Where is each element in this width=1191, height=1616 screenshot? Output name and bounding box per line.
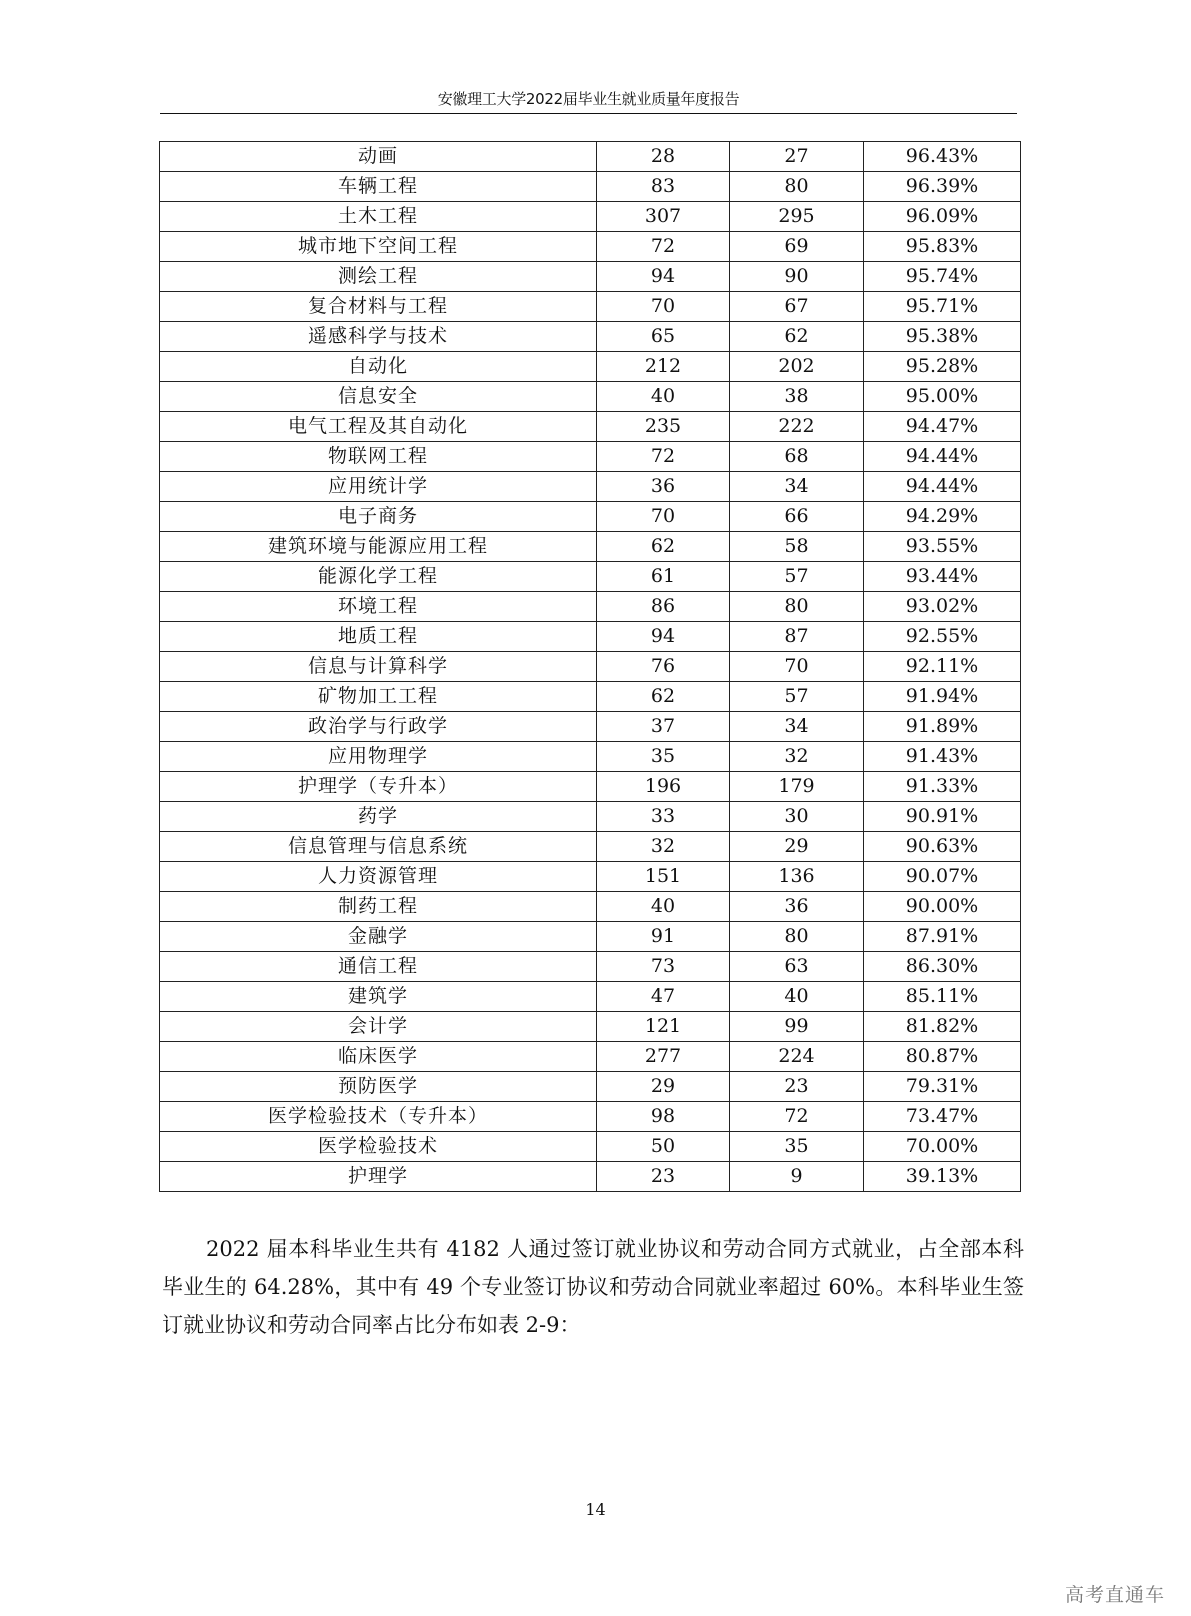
cell-major: 护理学 (160, 1162, 597, 1192)
cell-employed: 30 (730, 802, 864, 832)
cell-employment-rate: 90.63% (864, 832, 1021, 862)
cell-graduates: 94 (597, 622, 730, 652)
header-rule (160, 113, 1017, 114)
table-row (160, 1042, 1021, 1072)
cell-major: 政治学与行政学 (160, 712, 597, 742)
table-row (160, 232, 1021, 262)
cell-graduates: 37 (597, 712, 730, 742)
cell-employed: 40 (730, 982, 864, 1012)
cell-employed: 80 (730, 172, 864, 202)
cell-graduates: 40 (597, 892, 730, 922)
cell-employed: 34 (730, 472, 864, 502)
table-row (160, 532, 1021, 562)
cell-employment-rate: 86.30% (864, 952, 1021, 982)
cell-major: 信息管理与信息系统 (160, 832, 597, 862)
cell-employment-rate: 94.47% (864, 412, 1021, 442)
body-paragraph: 2022 届本科毕业生共有 4182 人通过签订就业协议和劳动合同方式就业，占全部本科毕业生的 64.28%，其中有 49 个专业签订协议和劳动合同就业率超过 60%。本科毕业生签订就业协议和劳动合同率占比分布如表 2-9： (162, 1237, 1024, 1337)
cell-major: 会计学 (160, 1012, 597, 1042)
cell-major: 应用统计学 (160, 472, 597, 502)
table-row (160, 712, 1021, 742)
cell-employment-rate: 95.74% (864, 262, 1021, 292)
table-row (160, 1132, 1021, 1162)
cell-major: 药学 (160, 802, 597, 832)
cell-graduates: 50 (597, 1132, 730, 1162)
cell-employment-rate: 95.00% (864, 382, 1021, 412)
cell-employed: 32 (730, 742, 864, 772)
cell-employment-rate: 81.82% (864, 1012, 1021, 1042)
cell-graduates: 235 (597, 412, 730, 442)
cell-major: 电气工程及其自动化 (160, 412, 597, 442)
cell-employment-rate: 93.44% (864, 562, 1021, 592)
cell-employment-rate: 96.43% (864, 142, 1021, 172)
page-header-title: 安徽理工大学2022届毕业生就业质量年度报告 (437, 90, 740, 108)
table-row (160, 622, 1021, 652)
table-row (160, 1012, 1021, 1042)
cell-employment-rate: 85.11% (864, 982, 1021, 1012)
cell-major: 土木工程 (160, 202, 597, 232)
cell-major: 自动化 (160, 352, 597, 382)
cell-employment-rate: 93.55% (864, 532, 1021, 562)
cell-employment-rate: 70.00% (864, 1132, 1021, 1162)
table-row (160, 562, 1021, 592)
cell-major: 矿物加工工程 (160, 682, 597, 712)
cell-graduates: 76 (597, 652, 730, 682)
table-row (160, 502, 1021, 532)
cell-graduates: 73 (597, 952, 730, 982)
cell-employment-rate: 79.31% (864, 1072, 1021, 1102)
cell-employed: 69 (730, 232, 864, 262)
cell-employed: 202 (730, 352, 864, 382)
cell-major: 能源化学工程 (160, 562, 597, 592)
cell-employment-rate: 95.38% (864, 322, 1021, 352)
cell-employed: 58 (730, 532, 864, 562)
table-row (160, 142, 1021, 172)
cell-employed: 9 (730, 1162, 864, 1192)
cell-major: 人力资源管理 (160, 862, 597, 892)
cell-graduates: 86 (597, 592, 730, 622)
table-row (160, 682, 1021, 712)
cell-major: 建筑环境与能源应用工程 (160, 532, 597, 562)
cell-major: 医学检验技术（专升本） (160, 1102, 597, 1132)
cell-graduates: 277 (597, 1042, 730, 1072)
cell-major: 电子商务 (160, 502, 597, 532)
cell-employment-rate: 91.43% (864, 742, 1021, 772)
cell-major: 动画 (160, 142, 597, 172)
table-body (160, 142, 1021, 1192)
cell-graduates: 98 (597, 1102, 730, 1132)
cell-major: 临床医学 (160, 1042, 597, 1072)
cell-graduates: 23 (597, 1162, 730, 1192)
cell-major: 地质工程 (160, 622, 597, 652)
cell-graduates: 72 (597, 442, 730, 472)
cell-major: 护理学（专升本） (160, 772, 597, 802)
cell-employed: 68 (730, 442, 864, 472)
table-row (160, 592, 1021, 622)
cell-employed: 70 (730, 652, 864, 682)
cell-major: 制药工程 (160, 892, 597, 922)
cell-employed: 87 (730, 622, 864, 652)
cell-employment-rate: 95.28% (864, 352, 1021, 382)
cell-major: 测绘工程 (160, 262, 597, 292)
cell-graduates: 212 (597, 352, 730, 382)
cell-employed: 35 (730, 1132, 864, 1162)
cell-graduates: 62 (597, 682, 730, 712)
table-row (160, 262, 1021, 292)
cell-employment-rate: 91.94% (864, 682, 1021, 712)
table-row (160, 652, 1021, 682)
cell-employment-rate: 73.47% (864, 1102, 1021, 1132)
cell-graduates: 121 (597, 1012, 730, 1042)
cell-graduates: 196 (597, 772, 730, 802)
watermark-text: 高考直通车 (1064, 1584, 1165, 1606)
cell-employed: 57 (730, 562, 864, 592)
cell-employed: 57 (730, 682, 864, 712)
cell-major: 金融学 (160, 922, 597, 952)
cell-major: 通信工程 (160, 952, 597, 982)
cell-graduates: 28 (597, 142, 730, 172)
cell-employment-rate: 39.13% (864, 1162, 1021, 1192)
cell-graduates: 62 (597, 532, 730, 562)
cell-employed: 80 (730, 592, 864, 622)
cell-major: 信息与计算科学 (160, 652, 597, 682)
cell-employment-rate: 90.00% (864, 892, 1021, 922)
cell-major: 城市地下空间工程 (160, 232, 597, 262)
cell-employed: 179 (730, 772, 864, 802)
cell-graduates: 91 (597, 922, 730, 952)
cell-employed: 295 (730, 202, 864, 232)
cell-employment-rate: 91.33% (864, 772, 1021, 802)
cell-major: 物联网工程 (160, 442, 597, 472)
cell-graduates: 36 (597, 472, 730, 502)
table-row (160, 352, 1021, 382)
cell-graduates: 40 (597, 382, 730, 412)
cell-employment-rate: 90.91% (864, 802, 1021, 832)
cell-graduates: 151 (597, 862, 730, 892)
cell-graduates: 65 (597, 322, 730, 352)
cell-major: 车辆工程 (160, 172, 597, 202)
cell-major: 遥感科学与技术 (160, 322, 597, 352)
cell-major: 预防医学 (160, 1072, 597, 1102)
cell-employed: 136 (730, 862, 864, 892)
cell-major: 应用物理学 (160, 742, 597, 772)
cell-major: 建筑学 (160, 982, 597, 1012)
cell-graduates: 72 (597, 232, 730, 262)
cell-employment-rate: 91.89% (864, 712, 1021, 742)
cell-graduates: 307 (597, 202, 730, 232)
cell-employment-rate: 95.71% (864, 292, 1021, 322)
cell-employed: 222 (730, 412, 864, 442)
cell-graduates: 35 (597, 742, 730, 772)
table-row (160, 742, 1021, 772)
cell-employed: 224 (730, 1042, 864, 1072)
cell-employed: 38 (730, 382, 864, 412)
cell-employed: 23 (730, 1072, 864, 1102)
table-row (160, 382, 1021, 412)
table-row (160, 982, 1021, 1012)
cell-employed: 66 (730, 502, 864, 532)
table-row (160, 892, 1021, 922)
cell-employed: 34 (730, 712, 864, 742)
cell-employed: 29 (730, 832, 864, 862)
cell-employment-rate: 95.83% (864, 232, 1021, 262)
cell-major: 复合材料与工程 (160, 292, 597, 322)
cell-employment-rate: 90.07% (864, 862, 1021, 892)
cell-employment-rate: 96.09% (864, 202, 1021, 232)
employment-rate-table (159, 141, 1021, 1192)
table-row (160, 1072, 1021, 1102)
cell-employment-rate: 92.11% (864, 652, 1021, 682)
cell-employed: 67 (730, 292, 864, 322)
cell-graduates: 70 (597, 502, 730, 532)
cell-employment-rate: 94.44% (864, 472, 1021, 502)
cell-graduates: 29 (597, 1072, 730, 1102)
table-row (160, 952, 1021, 982)
cell-major: 医学检验技术 (160, 1132, 597, 1162)
table-row (160, 202, 1021, 232)
cell-employment-rate: 80.87% (864, 1042, 1021, 1072)
table-row (160, 832, 1021, 862)
cell-graduates: 33 (597, 802, 730, 832)
table-row (160, 772, 1021, 802)
cell-graduates: 32 (597, 832, 730, 862)
table-row (160, 1102, 1021, 1132)
cell-graduates: 70 (597, 292, 730, 322)
cell-graduates: 47 (597, 982, 730, 1012)
table-row (160, 802, 1021, 832)
cell-employed: 63 (730, 952, 864, 982)
table-row (160, 472, 1021, 502)
table-row (160, 922, 1021, 952)
table-row (160, 442, 1021, 472)
table-row (160, 862, 1021, 892)
cell-employed: 72 (730, 1102, 864, 1132)
cell-major: 环境工程 (160, 592, 597, 622)
cell-employed: 27 (730, 142, 864, 172)
cell-employment-rate: 94.29% (864, 502, 1021, 532)
table-row (160, 292, 1021, 322)
cell-employed: 80 (730, 922, 864, 952)
cell-graduates: 61 (597, 562, 730, 592)
cell-graduates: 83 (597, 172, 730, 202)
cell-employment-rate: 87.91% (864, 922, 1021, 952)
table-row (160, 412, 1021, 442)
table-row (160, 1162, 1021, 1192)
table-row (160, 172, 1021, 202)
cell-graduates: 94 (597, 262, 730, 292)
cell-employment-rate: 93.02% (864, 592, 1021, 622)
cell-employment-rate: 96.39% (864, 172, 1021, 202)
cell-employed: 62 (730, 322, 864, 352)
page-number: 14 (585, 1500, 606, 1519)
cell-major: 信息安全 (160, 382, 597, 412)
cell-employed: 90 (730, 262, 864, 292)
cell-employment-rate: 92.55% (864, 622, 1021, 652)
cell-employment-rate: 94.44% (864, 442, 1021, 472)
cell-employed: 36 (730, 892, 864, 922)
table-row (160, 322, 1021, 352)
cell-employed: 99 (730, 1012, 864, 1042)
